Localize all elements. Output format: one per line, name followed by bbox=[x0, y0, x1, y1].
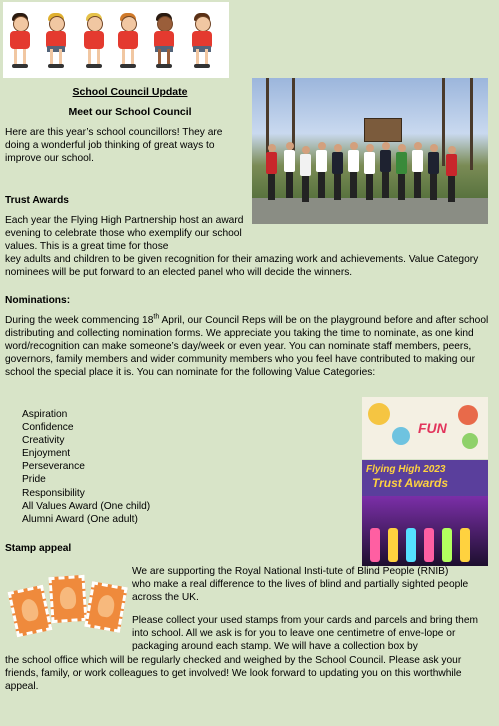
list-item: Creativity bbox=[22, 435, 65, 447]
list-item: Alumni Award (One adult) bbox=[22, 513, 138, 525]
trust-awards-text: Each year the Flying High Partnership host an award evening to celebrate those who exemplify our school values. This is a great time for those bbox=[5, 215, 244, 252]
intro-paragraph: Here are this year’s school councillors! They are doing a wonderful job thinking of great ways to improve our school. bbox=[5, 127, 223, 164]
page-subtitle: Meet our School Council bbox=[68, 106, 192, 118]
school-council-photo bbox=[252, 78, 488, 224]
stamp-appeal-heading: Stamp appeal bbox=[5, 543, 72, 554]
trust-awards-text-continued: key adults and children to be given recognition for their amazing work and achievements. Value Category nominees will be put forward to an elected panel who will decide the winners. bbox=[5, 254, 479, 278]
stamp-appeal-instructions: Please collect your used stamps from your cards and parcels and bring them into school. All we ask is for you to leave one centimetre of enve-lope or packaging around each stamp. We will have a collection box by bbox=[132, 615, 478, 652]
list-item: Perseverance bbox=[22, 461, 85, 473]
stamp-appeal-closing: the school office which will be regularly checked and weighed by the School Council. Please ask your friends, family, or work colleagues to get involved! We look forward to updating you on this worthwhile appeal. bbox=[5, 655, 462, 692]
trust-awards-poster-image bbox=[362, 460, 488, 566]
page-title: School Council Update bbox=[72, 86, 188, 98]
list-item: Pride bbox=[22, 474, 46, 486]
list-item: Confidence bbox=[22, 422, 74, 434]
cartoon-child bbox=[115, 10, 141, 72]
cartoon-child bbox=[189, 10, 215, 72]
list-item: Aspiration bbox=[22, 409, 68, 420]
stamp-appeal-text: We are supporting the Royal National Insti-tute of Blind People (RNIB)who make a real difference to the lives of blind and partially sighted people across the UK. bbox=[132, 566, 469, 603]
list-item: Enjoyment bbox=[22, 448, 71, 460]
children-illustration bbox=[3, 2, 229, 78]
cartoon-child bbox=[43, 10, 69, 72]
list-item: Responsibility bbox=[22, 487, 85, 499]
fun-poster-text: FUN bbox=[418, 420, 447, 436]
value-categories-list bbox=[22, 408, 242, 526]
cartoon-child bbox=[151, 10, 177, 72]
cartoon-child bbox=[81, 10, 107, 72]
nominations-text: During the week commencing 18th April, our Council Reps will be on the playground before and after school distributing and collecting nomination forms. We appreciate you taking the time to nominate, as one kind word/recognition can make someone’s day/week or even year. You can nominate staff members, peers, governors, family members and wider community members who you feel have contributed to making our school the special place it is. You can nominate for the following Value Categories: bbox=[5, 313, 489, 378]
cartoon-child bbox=[7, 10, 33, 72]
list-item: All Values Award (One child) bbox=[22, 500, 151, 512]
fun-poster-image bbox=[362, 397, 488, 459]
nominations-heading: Nominations: bbox=[5, 295, 71, 306]
stamps-illustration bbox=[8, 568, 128, 648]
poster-title-line1: Flying High 2023 bbox=[366, 464, 446, 475]
poster-title-line2: Trust Awards bbox=[372, 476, 449, 490]
trust-awards-heading: Trust Awards bbox=[5, 195, 69, 206]
